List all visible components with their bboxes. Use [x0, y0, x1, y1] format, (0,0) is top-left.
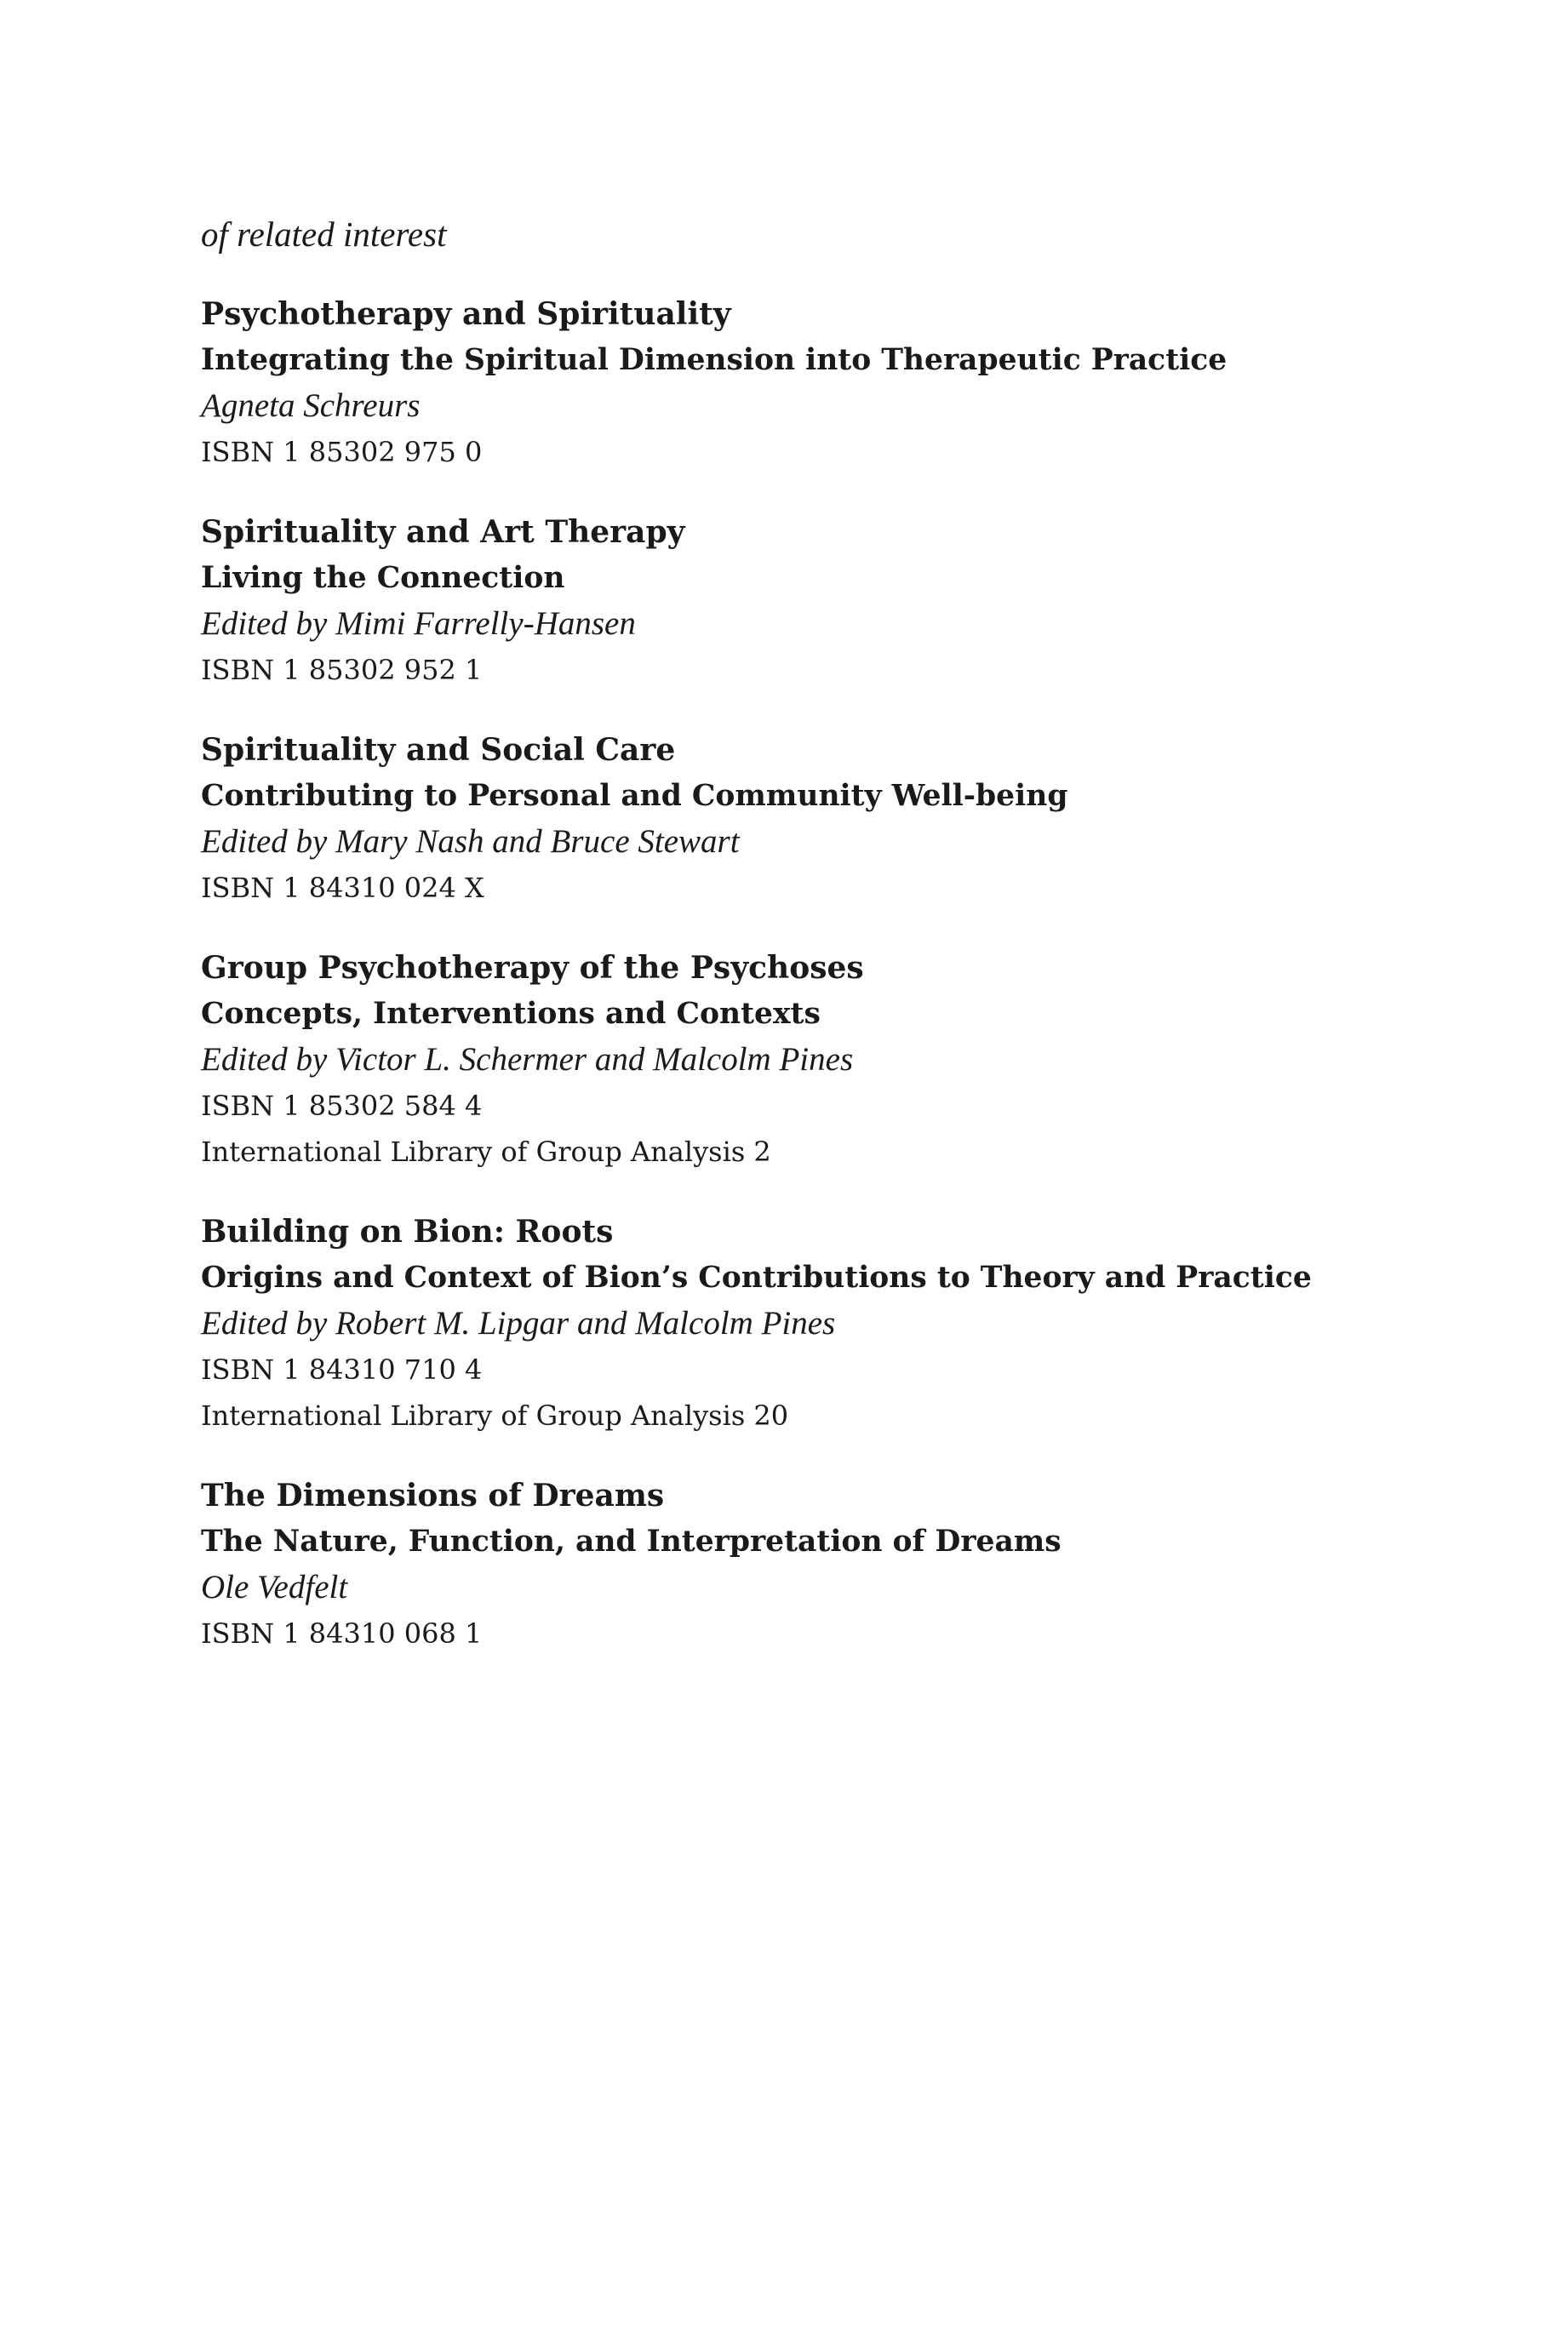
book-subtitle: The Nature, Function, and Interpretation of Dreams	[201, 1525, 1062, 1559]
book-series: International Library of Group Analysis 20	[201, 1399, 789, 1432]
book-author: Edited by Robert M. Lipgar and Malcolm Pines	[201, 1305, 836, 1342]
book-author: Edited by Mary Nash and Bruce Stewart	[201, 823, 740, 860]
book-entry	[201, 945, 1376, 1175]
book-subtitle: Concepts, Interventions and Contexts	[201, 997, 821, 1031]
book-entry	[201, 1473, 1376, 1657]
book-author: Edited by Mimi Farrelly-Hansen	[201, 605, 636, 642]
book-entry	[201, 727, 1376, 911]
book-entry	[201, 291, 1376, 475]
book-subtitle: Integrating the Spiritual Dimension into Therapeutic Practice	[201, 343, 1228, 377]
book-isbn: ISBN 1 84310 068 1	[201, 1617, 483, 1650]
book-title: Psychotherapy and Spirituality	[201, 296, 731, 332]
book-title: The Dimensions of Dreams	[201, 1478, 665, 1514]
book-isbn: ISBN 1 85302 584 4	[201, 1090, 483, 1122]
book-series: International Library of Group Analysis 2	[201, 1136, 771, 1168]
book-author: Ole Vedfelt	[201, 1569, 348, 1605]
book-isbn: ISBN 1 85302 975 0	[201, 436, 483, 468]
related-interest-list	[201, 211, 1376, 1691]
book-subtitle: Contributing to Personal and Community Well-being	[201, 779, 1068, 813]
book-title: Spirituality and Social Care	[201, 732, 676, 768]
book-title: Spirituality and Art Therapy	[201, 514, 685, 550]
book-entry	[201, 1209, 1376, 1439]
book-isbn: ISBN 1 84310 024 X	[201, 872, 484, 904]
book-title: Group Psychotherapy of the Psychoses	[201, 950, 864, 986]
book-subtitle: Origins and Context of Bion’s Contributions to Theory and Practice	[201, 1261, 1312, 1295]
book-subtitle: Living the Connection	[201, 561, 565, 595]
section-heading: of related interest	[201, 215, 447, 254]
book-title: Building on Bion: Roots	[201, 1214, 614, 1250]
book-author: Agneta Schreurs	[201, 387, 421, 424]
book-isbn: ISBN 1 84310 710 4	[201, 1353, 483, 1386]
book-entry	[201, 509, 1376, 693]
book-author: Edited by Victor L. Schermer and Malcolm Pines	[201, 1041, 854, 1078]
book-isbn: ISBN 1 85302 952 1	[201, 654, 483, 686]
